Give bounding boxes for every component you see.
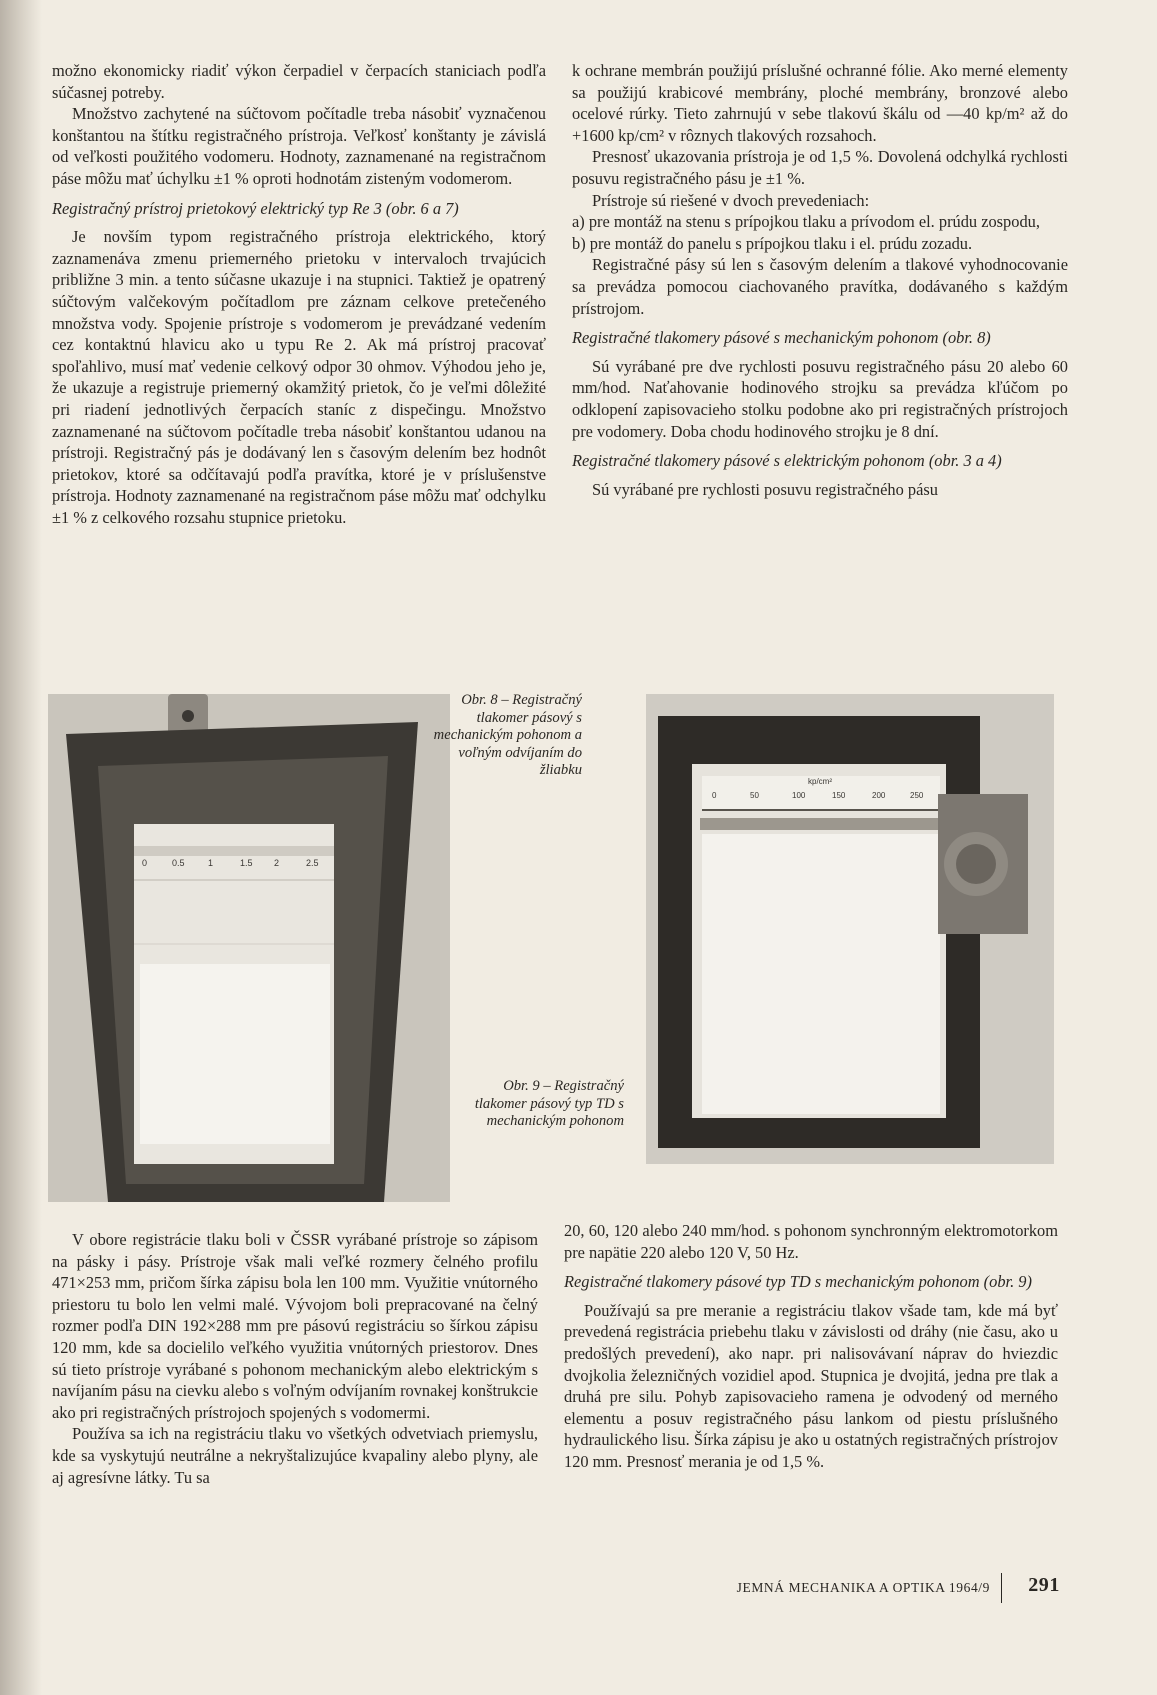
paragraph: Sú vyrábané pre rychlosti posuvu registračného pásu [592, 479, 938, 499]
section-heading: Registračné tlakomery pásové s mechanickým pohonom (obr. 8) [572, 328, 991, 348]
right-column-top [572, 60, 1068, 500]
scale-label: 0 [142, 858, 148, 868]
scale-label: 2 [274, 858, 280, 868]
scale-label: 100 [792, 791, 806, 800]
scale-label: 0 [712, 791, 717, 800]
scale-label: 50 [750, 791, 759, 800]
page-binding-shadow [0, 0, 42, 1695]
paragraph: Používajú sa pre meranie a registráciu tlakov všade tam, kde má byť prevedená registrácia priebehu tlaku v závislosti od dráhy (nie času, ako u predošlých prevedení), ako napr. pri nalisovávaní náprav do hviezdic dvojkolia železničných vozidiel apod. Stupnica je dvojitá, jedna pre tlak a druhá pre silu. Pohyb zapisovacieho ramena je odvodený od merného elementu a posuv registračného pásu lankom od piestu príslušného hydraulického lisu. Šírka zápisu je ako u ostatných registračných prístrojov 120 mm. Presnosť merania je od 1,5 %. [564, 1300, 1058, 1471]
paragraph: k ochrane membrán použijú príslušné ochranné fólie. Ako merné elementy sa použijú krabicové membrány, ploché membrány, bronzové alebo ocelové rúrky. Tieto zahrnujú v sebe tlakovú škálu od —40 kp/m² až do +1600 kp/cm² v rôznych tlakových rozsahoch. [572, 61, 1068, 145]
paragraph: Je novším typom registračného prístroja elektrického, ktorý zaznamenáva zmenu priemerného prietoku v intervaloch trvajúcich približne 3 min. a tento súčasne ukazuje i na stupnici. Taktiež je opatrený súčtovým valčekovým počítadlom pre záznam celkove pretečeného množstva vody. Spojenie prístroje s vodomerom je prevádzané vedením cez kontaktnú hlavicu ako u typu Re 2. Ak má prístroj pracovať spoľahlivo, musí mať vedenie celkový odpor 30 ohmov. Výhodou jeho je, že ukazuje a registruje priemerný okamžitý prietok, čo je veľmi dôležité pri riadení jednotlivých čerpacích staníc z dispečingu. Množstvo zaznamenané na súčtovom počítadle treba násobiť konštantou udanou na prístroji. Registračný pás je dodávaný len s časovým delením bez hodnôt prietokov, ktoré sa odčítavajú podľa pravítka, ktoré je v príslušenstve prístroja. Hodnoty zaznamenané na registračnom páse môžu mať odchylku ±1 % z celkového rozsahu stupnice prietoku. [52, 227, 546, 527]
paragraph: V obore registrácie tlaku boli v ČSSR vyrábané prístroje so zápisom na pásky i pásy. Prístroje však mali veľké rozmery čelného profilu 471×253 mm, pričom šírka zápisu bola len 100 mm. Využitie vnútorného priestoru tu bolo len velmi malé. Vývojom boli prepracované na čelný rozmer podľa DIN 192×288 mm pre pásovú registráciu so šírkou zápisu 120 mm, kde sa docielilo veľkého využitia vnútorných priestorov. Dnes sú tieto prístroje vyrábané s pohonom mechanickým alebo elektrickým s navíjaním pásu na cievku alebo s voľným odvíjaním rovnakej konštrukcie ako pri registračných prístrojoch spojených s vodomermi. [52, 1230, 538, 1422]
section-heading: Registračný prístroj prietokový elektrický typ Re 3 (obr. 6 a 7) [52, 198, 459, 218]
scale-label: 200 [872, 791, 886, 800]
page-number: 291 [1028, 1574, 1060, 1596]
section-heading: Registračné tlakomery pásové s elektrickým pohonom (obr. 3 a 4) [572, 451, 1002, 471]
footer-divider [1001, 1573, 1002, 1603]
figure-9-caption: Obr. 9 – Registračný tlakomer pásový typ TD s mechanickým pohonom [474, 1078, 624, 1129]
scale-label: 1 [208, 858, 214, 868]
unit-label: kp/cm² [808, 777, 832, 786]
left-column-top [52, 60, 546, 528]
recorder-mechanical-illustration [48, 694, 450, 1202]
paragraph: Presnosť ukazovania prístroja je od 1,5 %. Dovolená odchylká rychlosti posuvu registračného pásu je ±1 %. [572, 147, 1068, 188]
section-heading: Registračné tlakomery pásové typ TD s mechanickým pohonom (obr. 9) [564, 1272, 1032, 1292]
paragraph: Prístroje sú riešené v dvoch prevedeniach: [592, 190, 870, 210]
paragraph: Množstvo zachytené na súčtovom počítadle treba násobiť vyznačenou konštantou na štítku registračného prístroja. Veľkosť konštanty je závislá od veľkosti použitého vodomeru. Hodnoty, zaznamenané na registračnom páse môžu mať úchylku ±1 % oproti hodnotám zisteným vodomerom. [52, 104, 546, 188]
list-item: b) pre montáž do panelu s prípojkou tlaku i el. prúdu zozadu. [572, 233, 973, 253]
figure-9-photo [646, 694, 1054, 1164]
scale-label: 250 [910, 791, 924, 800]
scale-label: 0.5 [172, 858, 185, 868]
page-footer [730, 1573, 1060, 1603]
scale-label: 2.5 [306, 858, 319, 868]
scale-label: 150 [832, 791, 846, 800]
list-item: a) pre montáž na stenu s prípojkou tlaku a prívodom el. prúdu zospodu, [572, 212, 1040, 232]
paragraph: Sú vyrábané pre dve rychlosti posuvu registračného pásu 20 alebo 60 mm/hod. Naťahovanie hodinového strojku sa prevádza kľúčom po odklopení zapisovacieho stolku podobne ako pri registračných prístrojoch pre vodomery. Doba chodu hodinového strojku je 8 dní. [572, 356, 1068, 441]
paragraph: Používa sa ich na registráciu tlaku vo všetkých odvetviach priemyslu, kde sa vyskytujú neutrálne a nekryštalizujúce kvapaliny alebo plyny, ale aj agresívne látky. Tu sa [52, 1424, 538, 1487]
right-column-bottom [564, 1220, 1058, 1473]
journal-title: JEMNÁ MECHANIKA A OPTIKA 1964/9 [736, 1580, 990, 1595]
paragraph: 20, 60, 120 alebo 240 mm/hod. s pohonom synchronným elektromotorkom pre napätie 220 alebo 120 V, 50 Hz. [564, 1221, 1058, 1262]
figure-8-photo [48, 694, 450, 1202]
left-column-bottom [52, 1229, 538, 1488]
recorder-td-illustration [646, 694, 1054, 1164]
scale-label: 1.5 [240, 858, 253, 868]
paragraph: Registračné pásy sú len s časovým delením a tlakové vyhodnocovanie sa prevádza pomocou ciachovaného pravítka, dodávaného s každým prístrojom. [572, 255, 1068, 318]
paragraph: možno ekonomicky riadiť výkon čerpadiel v čerpacích staniciach podľa súčasnej potreby. [52, 61, 546, 102]
figure-8-caption: Obr. 8 – Registračný tlakomer pásový s mechanickým pohonom a voľným odvíjaním do žliabku [433, 692, 582, 778]
